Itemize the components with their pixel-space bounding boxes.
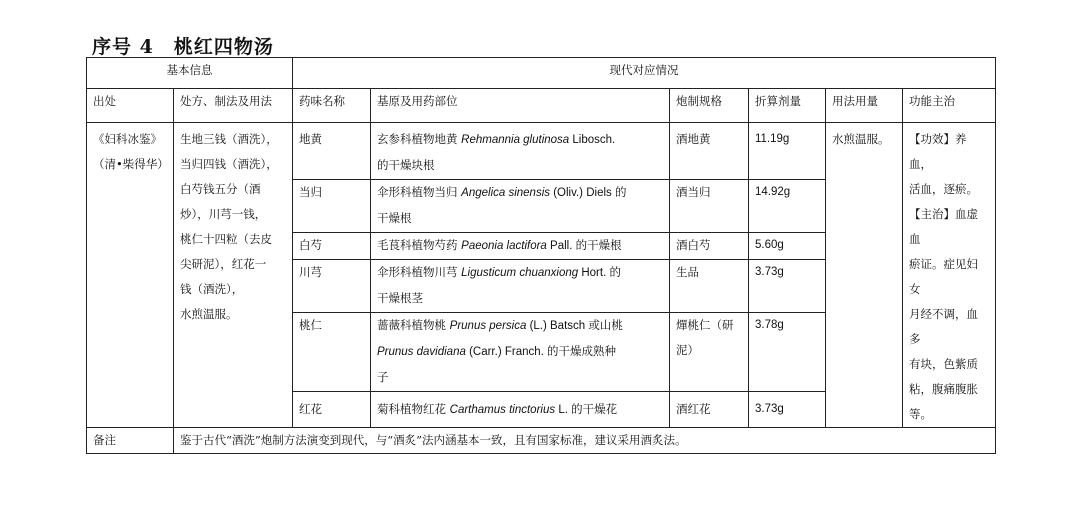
origin-text: 玄参科植物地黄 — [377, 132, 462, 146]
author-text: L. 的干燥花 — [555, 403, 618, 416]
latin-name: Prunus davidiana — [377, 345, 466, 358]
prescription-line: 白芍钱五分（酒 — [180, 182, 261, 196]
herb-processing: 酒白芍 — [670, 232, 749, 259]
remark-row — [87, 428, 996, 454]
function-line: 月经不调，血多 — [909, 307, 978, 346]
latin-name: Prunus persica — [449, 319, 527, 332]
prescription-line: 当归四钱（酒洗）， — [180, 157, 278, 171]
prescription-line: 炒），川芎一钱， — [180, 207, 267, 221]
source-cell: 《妇科冰鉴》（清•柴得华） — [87, 123, 174, 428]
herb-origin — [371, 123, 670, 180]
author-text: (Carr.) Franch. 的干燥成熟种 — [465, 345, 617, 358]
herb-name: 红花 — [293, 392, 371, 428]
herb-origin — [371, 392, 670, 428]
col-function-header: 功能主治 — [903, 89, 996, 123]
origin-text: 菊科植物红花 — [377, 401, 450, 416]
herb-processing: 燀桃仁（研泥） — [670, 312, 749, 391]
herb-name: 桃仁 — [293, 312, 371, 391]
function-line: 【功效】养血， — [909, 132, 967, 171]
function-line: 活血，逐瘀。 — [909, 182, 978, 196]
herb-name: 白芍 — [293, 232, 371, 259]
page-title: 序号 4 桃红四物汤 — [92, 36, 274, 58]
header-row-2 — [87, 89, 996, 123]
herb-processing: 酒当归 — [670, 179, 749, 232]
col-source-header: 出处 — [87, 89, 174, 123]
function-line: 有块，色紫质 — [909, 357, 978, 371]
herb-dose: 3.78g — [749, 312, 826, 391]
usage-cell: 水煎温服。 — [826, 123, 903, 428]
herb-dose: 11.19g — [749, 123, 826, 180]
herb-origin — [371, 312, 670, 391]
origin-text: 伞形科植物当归 — [377, 184, 462, 199]
prescription-table — [86, 57, 996, 454]
author-text: Libosch. — [569, 134, 616, 146]
author-text: (L.) Batsch 或山桃 — [526, 319, 623, 332]
col-processing-header: 炮制规格 — [670, 89, 749, 123]
col-usage-header: 用法用量 — [826, 89, 903, 123]
author-text: Hort. 的 — [578, 267, 621, 280]
herb-origin — [371, 232, 670, 259]
origin-text: 伞形科植物川芎 — [377, 265, 462, 280]
function-line: 瘀证。症见妇女 — [909, 257, 978, 296]
herb-dose: 3.73g — [749, 260, 826, 313]
prescription-line: 钱（酒洗）， — [180, 282, 244, 296]
herb-dose: 14.92g — [749, 179, 826, 232]
col-herb-name-header: 药味名称 — [293, 89, 371, 123]
prescription-line: 水煎温服。 — [180, 307, 238, 321]
col-dose-header: 折算剂量 — [749, 89, 826, 123]
prescription-line: 桃仁十四粒（去皮 — [180, 232, 272, 246]
herb-origin — [371, 260, 670, 313]
latin-name: Ligusticum chuanxiong — [461, 267, 579, 280]
prescription-line: 尖研泥），红花一 — [180, 257, 267, 271]
remark-text: 鉴于古代“酒洗”炮制方法演变到现代，与“酒炙”法内涵基本一致，且有国家标准，建议采用酒炙法。 — [174, 428, 996, 454]
latin-name: Angelica sinensis — [461, 186, 551, 199]
herb-name: 地黄 — [293, 123, 371, 180]
table-row — [87, 123, 996, 180]
origin-text: 蔷薇科植物桃 — [377, 317, 450, 332]
latin-name: Carthamus tinctorius — [449, 403, 556, 416]
herb-name: 川芎 — [293, 260, 371, 313]
function-line: 【主治】血虚血 — [909, 207, 978, 246]
origin-text: 干燥根茎 — [377, 291, 423, 306]
herb-dose: 5.60g — [749, 232, 826, 259]
remark-label: 备注 — [87, 428, 174, 454]
prescription-cell — [174, 123, 293, 428]
herb-processing: 酒红花 — [670, 392, 749, 428]
prescription-line: 生地三钱（酒洗）， — [180, 132, 278, 146]
col-origin-header: 基原及用药部位 — [371, 89, 670, 123]
latin-name: Paeonia lactifora — [461, 239, 547, 252]
herb-processing: 酒地黄 — [670, 123, 749, 180]
basic-info-header: 基本信息 — [87, 58, 293, 89]
origin-text: 干燥根 — [377, 210, 412, 225]
header-row-1 — [87, 58, 996, 89]
function-line: 等。 — [909, 407, 932, 421]
herb-processing: 生品 — [670, 260, 749, 313]
herb-origin — [371, 179, 670, 232]
author-text: Pall. 的干燥根 — [546, 239, 622, 252]
herb-name: 当归 — [293, 179, 371, 232]
col-prescription-header: 处方、制法及用法 — [174, 89, 293, 123]
origin-text: 的干燥块根 — [377, 158, 435, 172]
latin-name: Rehmannia glutinosa — [461, 134, 570, 146]
author-text: (Oliv.) Diels 的 — [550, 186, 627, 199]
function-line: 粘，腹痛腹胀 — [909, 382, 978, 396]
origin-text: 毛茛科植物芍药 — [377, 237, 462, 252]
function-cell — [903, 123, 996, 428]
herb-dose: 3.73g — [749, 392, 826, 428]
origin-text: 子 — [377, 369, 389, 384]
modern-info-header: 现代对应情况 — [293, 58, 996, 89]
